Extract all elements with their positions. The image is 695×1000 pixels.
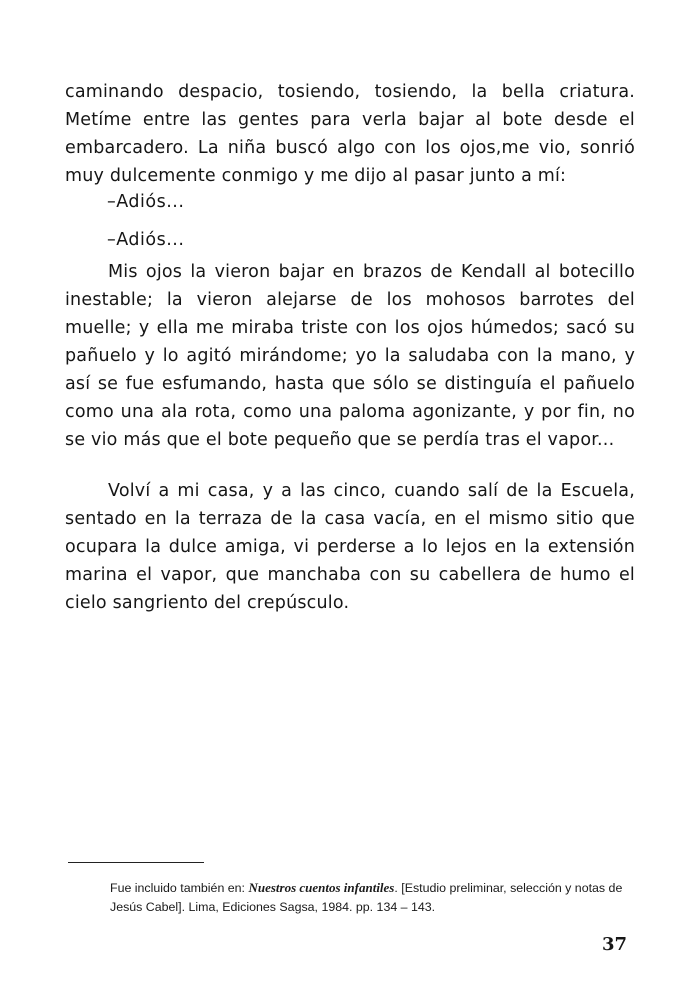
- dialogue-line-2: –Adiós...: [107, 230, 185, 250]
- footnote-suffix: . [Estudio preliminar, selección y notas de Jesús Cabel]. Lima, Ediciones Sagsa, 1984. pp. 134 – 143.: [110, 881, 623, 914]
- dialogue-line-1: –Adiós...: [107, 192, 185, 212]
- footnote-divider: [68, 862, 204, 863]
- footnote: [110, 878, 642, 917]
- paragraph-1: caminando despacio, tosiendo, tosiendo, la bella criatura. Metíme entre las gentes para verla bajar al bote desde el embarcadero. La niña buscó algo con los ojos,me vio, sonrió muy dulcemente conmigo y me dijo al pasar junto a mí:: [65, 82, 635, 186]
- footnote-book-title: Nuestros cuentos infantiles: [248, 880, 395, 895]
- paragraph-3: Volví a mi casa, y a las cinco, cuando salí de la Escuela, sentado en la terraza de la casa vacía, en el mismo sitio que ocupara la dulce amiga, vi perderse a lo lejos en la extensión marina el vapor, que manchaba con su cabellera de humo el cielo sangriento del crepúsculo.: [65, 481, 635, 613]
- footnote-prefix: Fue incluido también en:: [110, 881, 249, 895]
- page-number: 37: [602, 934, 628, 955]
- paragraph-2: Mis ojos la vieron bajar en brazos de Kendall al botecillo inestable; la vieron alejarse de los mohosos barrotes del muelle; y ella me miraba triste con los ojos húmedos; sacó su pañuelo y lo agitó mirándome; yo la saludaba con la mano, y así se fue esfumando, hasta que sólo se distinguía el pañuelo como una ala rota, como una paloma agonizante, y por fin, no se vio más que el bote pequeño que se perdía tras el vapor...: [65, 262, 635, 450]
